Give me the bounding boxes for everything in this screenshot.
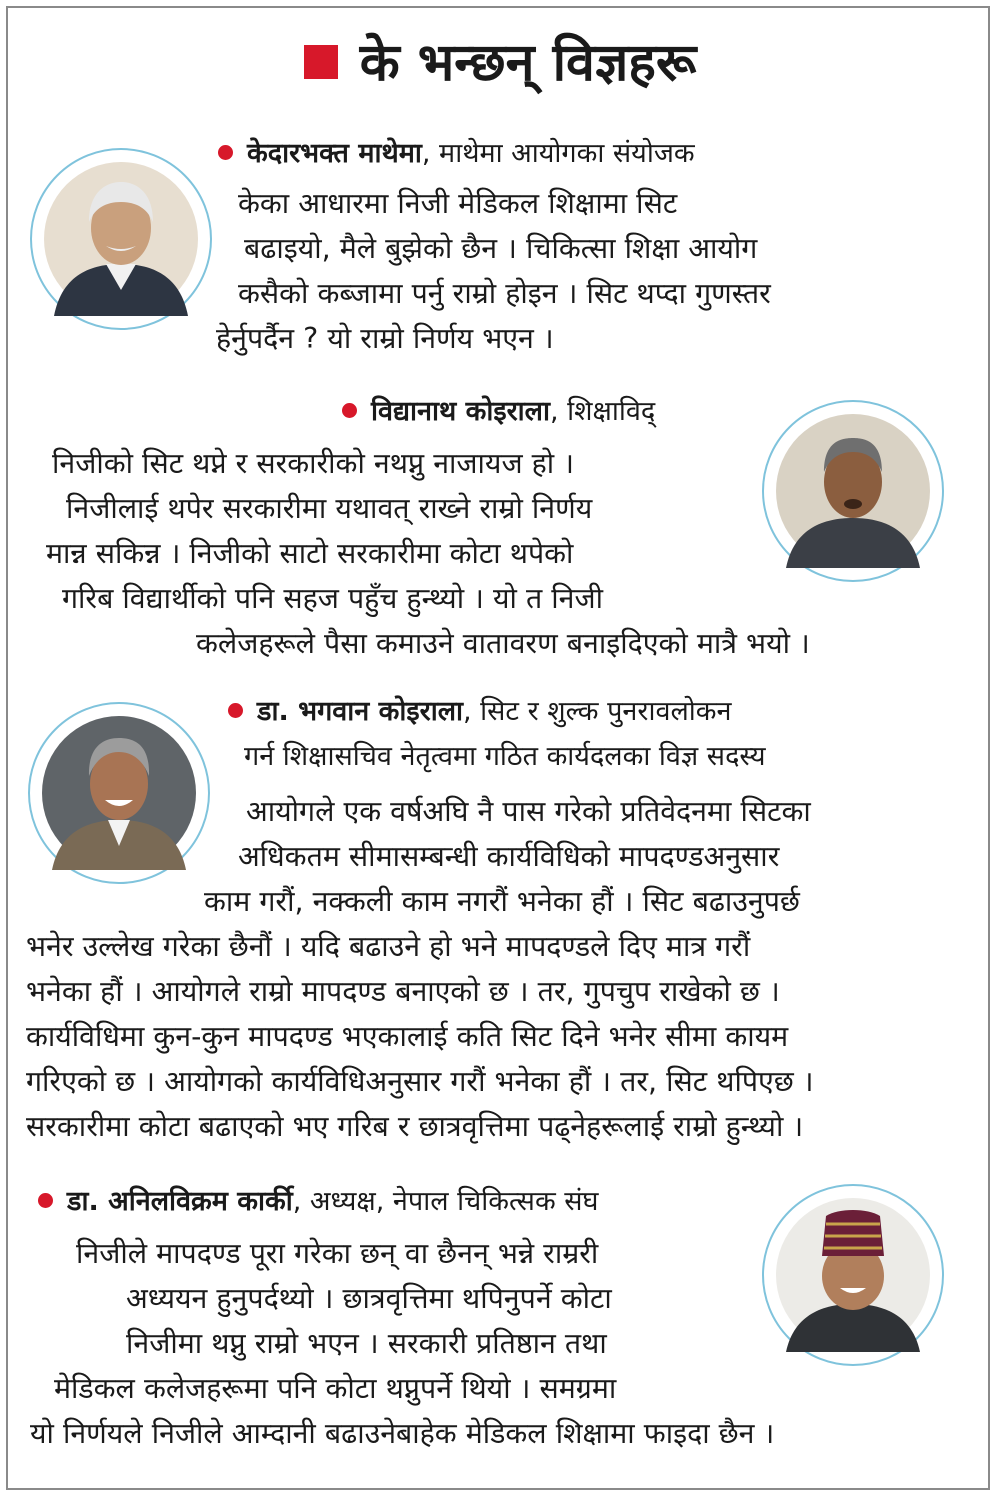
quote-line: भनेका हौं । आयोगले राम्रो मापदण्ड बनाएको छ । तर, गुपचुप राखेको छ ।: [26, 975, 780, 1008]
portrait-icon: [44, 162, 198, 316]
expert-heading: [38, 1180, 598, 1224]
quote-line: यो निर्णयले निजीले आम्दानी बढाउनेबाहेक मेडिकल शिक्षामा फाइदा छैन ।: [30, 1417, 775, 1450]
quote-line: हेर्नुपर्दैन ? यो राम्रो निर्णय भएन ।: [216, 322, 554, 355]
quote-line: निजीमा थप्नु राम्रो भएन । सरकारी प्रतिष्ठान तथा: [126, 1327, 607, 1360]
expert-role: , सिट र शुल्क पुनरावलोकन: [463, 696, 732, 727]
page-title: [0, 28, 1000, 98]
portrait-icon: [776, 414, 930, 568]
bullet-icon: [342, 403, 357, 418]
quote-line: गरिएको छ । आयोगको कार्यविधिअनुसार गरौं भनेका हौं । तर, सिट थपिएछ ।: [26, 1065, 814, 1098]
quote-line: बढाइयो, मैले बुझेको छैन । चिकित्सा शिक्षा आयोग: [244, 232, 758, 265]
expert-role: , माथेमा आयोगका संयोजक: [421, 138, 695, 169]
quote-line: निजीलाई थपेर सरकारीमा यथावत् राख्ने राम्रो निर्णय: [66, 492, 593, 525]
expert-photo-bhagawan: [28, 702, 210, 884]
quote-line: सरकारीमा कोटा बढाएको भए गरिब र छात्रवृत्तिमा पढ्नेहरूलाई राम्रो हुन्थ्यो ।: [26, 1110, 804, 1143]
expert-heading: [342, 390, 655, 434]
expert-name: विद्यानाथ कोइराला: [371, 396, 550, 427]
expert-role: , शिक्षाविद्: [549, 396, 656, 427]
quote-line: कार्यविधिमा कुन-कुन मापदण्ड भएकालाई कति सिट दिने भनेर सीमा कायम: [26, 1020, 789, 1053]
title-text: के भन्छन् विज्ञहरू: [359, 33, 697, 93]
quote-line: कसैको कब्जामा पर्नु राम्रो होइन । सिट थप्दा गुणस्तर: [238, 277, 771, 310]
expert-photo-vidyanath: [762, 400, 944, 582]
expert-heading: [228, 690, 731, 734]
quote-line: निजीको सिट थप्ने र सरकारीको नथप्नु नाजायज हो ।: [52, 447, 575, 480]
bullet-icon: [38, 1193, 53, 1208]
quote-line: काम गरौं, नक्कली काम नगरौं भनेका हौं । सिट बढाउनुपर्छ: [204, 885, 800, 918]
expert-name: डा. अनिलविक्रम कार्की: [67, 1186, 293, 1217]
expert-name: डा. भगवान कोइराला: [257, 696, 463, 727]
expert-photo-karki: [762, 1184, 944, 1366]
quote-line: गरिब विद्यार्थीको पनि सहज पहुँच हुन्थ्यो । यो त निजी: [62, 582, 604, 615]
bullet-icon: [228, 703, 243, 718]
title-square-icon: [304, 45, 338, 79]
portrait-icon: [42, 716, 196, 870]
bullet-icon: [218, 145, 233, 160]
expert-name: केदारभक्त माथेमा: [247, 138, 422, 169]
portrait-icon: [776, 1198, 930, 1352]
expert-photo-mathema: [30, 148, 212, 330]
quote-line: अधिकतम सीमासम्बन्धी कार्यविधिको मापदण्डअनुसार: [238, 840, 780, 873]
quote-line: केका आधारमा निजी मेडिकल शिक्षामा सिट: [238, 187, 678, 220]
quote-line: मेडिकल कलेजहरूमा पनि कोटा थप्नुपर्ने थियो । समग्रमा: [54, 1372, 617, 1405]
quote-line: भनेर उल्लेख गरेका छैनौं । यदि बढाउने हो भने मापदण्डले दिए मात्र गरौं: [26, 930, 751, 963]
quote-line: कलेजहरूले पैसा कमाउने वातावरण बनाइदिएको मात्रै भयो ।: [196, 627, 810, 660]
quote-line: अध्ययन हुनुपर्दथ्यो । छात्रवृत्तिमा थपिनुपर्ने कोटा: [126, 1282, 612, 1315]
expert-role: , अध्यक्ष, नेपाल चिकित्सक संघ: [292, 1186, 599, 1217]
quote-line: मान्न सकिन्न । निजीको साटो सरकारीमा कोटा थपेको: [46, 537, 574, 570]
expert-role-continued: गर्न शिक्षासचिव नेतृत्वमा गठित कार्यदलका विज्ञ सदस्य: [244, 741, 766, 772]
expert-heading: [218, 132, 695, 176]
quote-line: निजीले मापदण्ड पूरा गरेका छन् वा छैनन् भन्ने राम्ररी: [76, 1237, 599, 1270]
quote-line: आयोगले एक वर्षअघि नै पास गरेको प्रतिवेदनमा सिटका: [246, 795, 811, 828]
